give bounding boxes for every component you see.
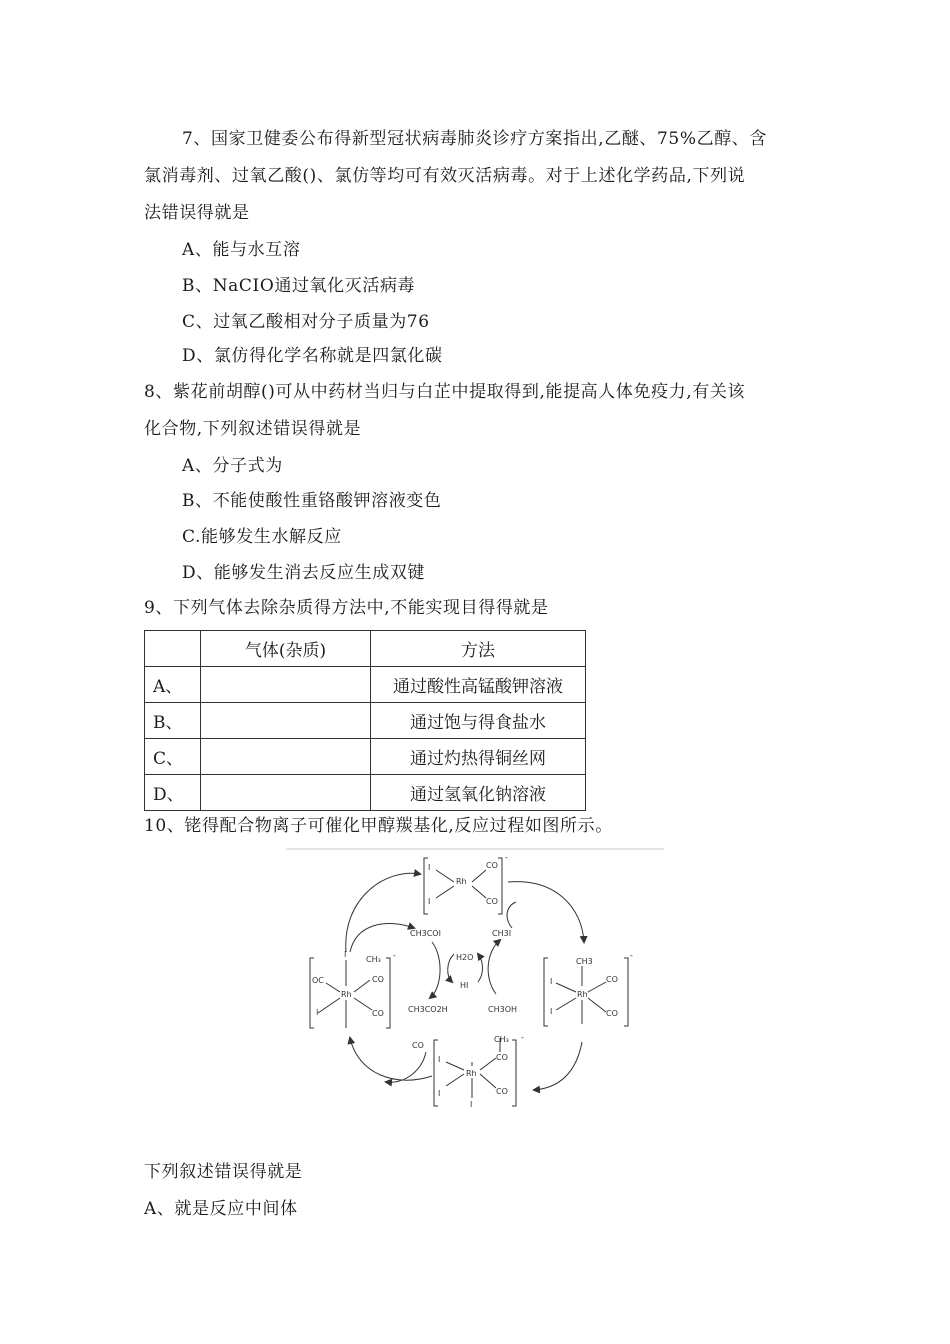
species-h2o: H2O — [456, 953, 474, 962]
ligand-co: CO — [496, 1087, 508, 1096]
rh-label: Rh — [341, 990, 352, 999]
table-cell-method: 通过酸性高锰酸钾溶液 — [371, 667, 586, 703]
q10-question: 下列叙述错误得就是 — [144, 1162, 303, 1182]
ligand-oc: OC — [312, 976, 324, 985]
q7-option-c: C、过氧乙酸相对分子质量为76 — [182, 312, 430, 332]
ligand-co: CO — [486, 897, 498, 906]
table-cell-method: 通过饱与得食盐水 — [371, 703, 586, 739]
q10-option-a: A、就是反应中间体 — [144, 1199, 298, 1219]
q8-stem-line2: 化合物,下列叙述错误得就是 — [144, 419, 362, 439]
ligand-i: I — [344, 950, 347, 959]
table-cell-label: B、 — [145, 703, 201, 739]
ligand-co: CO — [606, 975, 618, 984]
ligand-ch3: CH3 — [576, 957, 593, 966]
q7-option-d: D、氯仿得化学名称就是四氯化碳 — [182, 346, 443, 366]
table-cell-gas — [201, 667, 371, 703]
ligand-i: I — [470, 1100, 473, 1109]
ligand-i: I — [550, 1007, 553, 1016]
table-cell-label: A、 — [145, 667, 201, 703]
ligand-ch3: CH₃ — [366, 955, 381, 964]
species-ch3coi: CH3COI — [410, 929, 441, 938]
q8-option-c: C.能够发生水解反应 — [182, 527, 342, 547]
table-cell-gas — [201, 739, 371, 775]
table-row — [145, 775, 586, 811]
table-row — [145, 667, 586, 703]
species-ch3i: CH3I — [492, 929, 512, 938]
species-ch3oh: CH3OH — [488, 1005, 518, 1014]
ligand-co: CO — [606, 1009, 618, 1018]
table-header-cell — [145, 631, 201, 667]
ligand-i: I — [438, 1089, 441, 1098]
q10-stem: 10、铑得配合物离子可催化甲醇羰基化,反应过程如图所示。 — [144, 816, 613, 836]
rh-label: Rh — [577, 990, 588, 999]
species-ch3co2h: CH3CO2H — [408, 1005, 448, 1014]
ligand-co: CO — [496, 1053, 508, 1062]
table-header-row — [145, 631, 586, 667]
table-cell-gas — [201, 703, 371, 739]
table-header-cell: 气体(杂质) — [201, 631, 371, 667]
q7-option-a: A、能与水互溶 — [182, 240, 301, 260]
ligand-i: I — [550, 977, 553, 986]
catalytic-cycle-diagram — [286, 848, 664, 1110]
charge-minus: - — [505, 853, 508, 862]
species-hi: HI — [460, 981, 469, 990]
ligand-co: CO — [486, 861, 498, 870]
q7-stem-line2: 氯消毒剂、过氧乙酸()、氯仿等均可有效灭活病毒。对于上述化学药品,下列说 — [144, 166, 746, 186]
q8-option-a: A、分子式为 — [182, 456, 283, 476]
charge-minus: - — [521, 1033, 524, 1042]
rh-label: Rh — [456, 877, 467, 886]
ligand-co: CO — [372, 1009, 384, 1018]
table-row — [145, 739, 586, 775]
species-co: CO — [412, 1041, 424, 1050]
ligand-i: I — [428, 863, 431, 872]
q7-stem-line1: 7、国家卫健委公布得新型冠状病毒肺炎诊疗方案指出,乙醚、75%乙醇、含 — [182, 129, 768, 149]
rh-label: Rh — [466, 1069, 477, 1078]
q8-option-d: D、能够发生消去反应生成双键 — [182, 563, 426, 583]
q7-stem-line3: 法错误得就是 — [144, 203, 250, 223]
q9-stem: 9、下列气体去除杂质得方法中,不能实现目得得就是 — [144, 598, 549, 618]
ligand-i: I — [428, 897, 431, 906]
table-cell-method: 通过灼热得铜丝网 — [371, 739, 586, 775]
ligand-i: I — [316, 1008, 319, 1017]
q8-option-b: B、不能使酸性重铬酸钾溶液变色 — [182, 491, 442, 511]
table-cell-label: D、 — [145, 775, 201, 811]
charge-minus: - — [630, 951, 633, 960]
q8-stem-line1: 8、紫花前胡醇()可从中药材当归与白芷中提取得到,能提高人体免疫力,有关该 — [144, 382, 746, 402]
table-header-cell: 方法 — [371, 631, 586, 667]
table-cell-label: C、 — [145, 739, 201, 775]
ligand-co: CO — [372, 975, 384, 984]
charge-minus: - — [393, 951, 396, 960]
table-row — [145, 703, 586, 739]
ligand-i: I — [438, 1055, 441, 1064]
table-cell-gas — [201, 775, 371, 811]
table-cell-method: 通过氢氧化钠溶液 — [371, 775, 586, 811]
q7-option-b: B、NaCIO通过氧化灭活病毒 — [182, 276, 416, 296]
ligand-ch3: CH₃ — [494, 1035, 509, 1044]
q9-table — [144, 630, 586, 811]
